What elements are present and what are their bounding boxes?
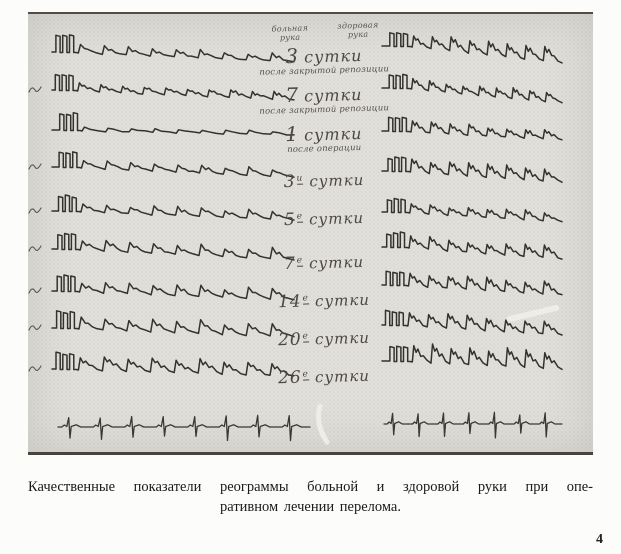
column-header-healthy-arm [330, 20, 387, 40]
row-label-main: $3^и$ сутки [283, 170, 365, 193]
row-label-day5 [249, 206, 399, 230]
figure-caption [28, 477, 593, 517]
column-header-sick-arm [262, 23, 319, 43]
row-label-day26 [249, 364, 399, 388]
row-label-day14 [249, 288, 399, 312]
row-label-sub: после операции [286, 142, 362, 156]
row-label-main: 7 сутки [284, 82, 363, 108]
row-label-day7 [249, 250, 399, 274]
row-label-main: $7^е$ сутки [283, 252, 365, 275]
row-label-day3 [249, 168, 399, 192]
row-label-main: $14^е$ сутки [277, 290, 371, 313]
figure-caption-line1: Качественные показатели реограммы больной и здоровой руки при опе- [28, 479, 593, 495]
row-label-main: 1 сутки [284, 121, 363, 147]
row-label-day7-after-reposition [249, 83, 400, 117]
row-label-day3-after-reposition [249, 44, 400, 78]
row-label-main: $20^е$ сутки [277, 328, 371, 351]
row-label-main: $26^е$ сутки [277, 366, 371, 389]
column-header-sick-arm-line2: рука [279, 32, 301, 43]
rheogram-figure-photo [28, 12, 593, 455]
row-label-day20 [249, 326, 399, 350]
row-label-main: 3 сутки [284, 43, 363, 69]
page-number: 4 [596, 532, 603, 547]
column-header-healthy-arm-line2: рука [347, 29, 369, 40]
column-header-sick-arm-line1: больная [271, 23, 309, 34]
row-label-main: $5^е$ сутки [283, 208, 365, 231]
row-label-sub: после закрытой репозиции [259, 103, 390, 117]
column-header-healthy-arm-line1: здоровая [337, 20, 379, 31]
row-label-sub: после закрытой репозиции [259, 64, 390, 78]
row-label-day1-after-operation [249, 122, 400, 156]
figure-caption-line2: ративном лечении перелома. [220, 499, 401, 515]
